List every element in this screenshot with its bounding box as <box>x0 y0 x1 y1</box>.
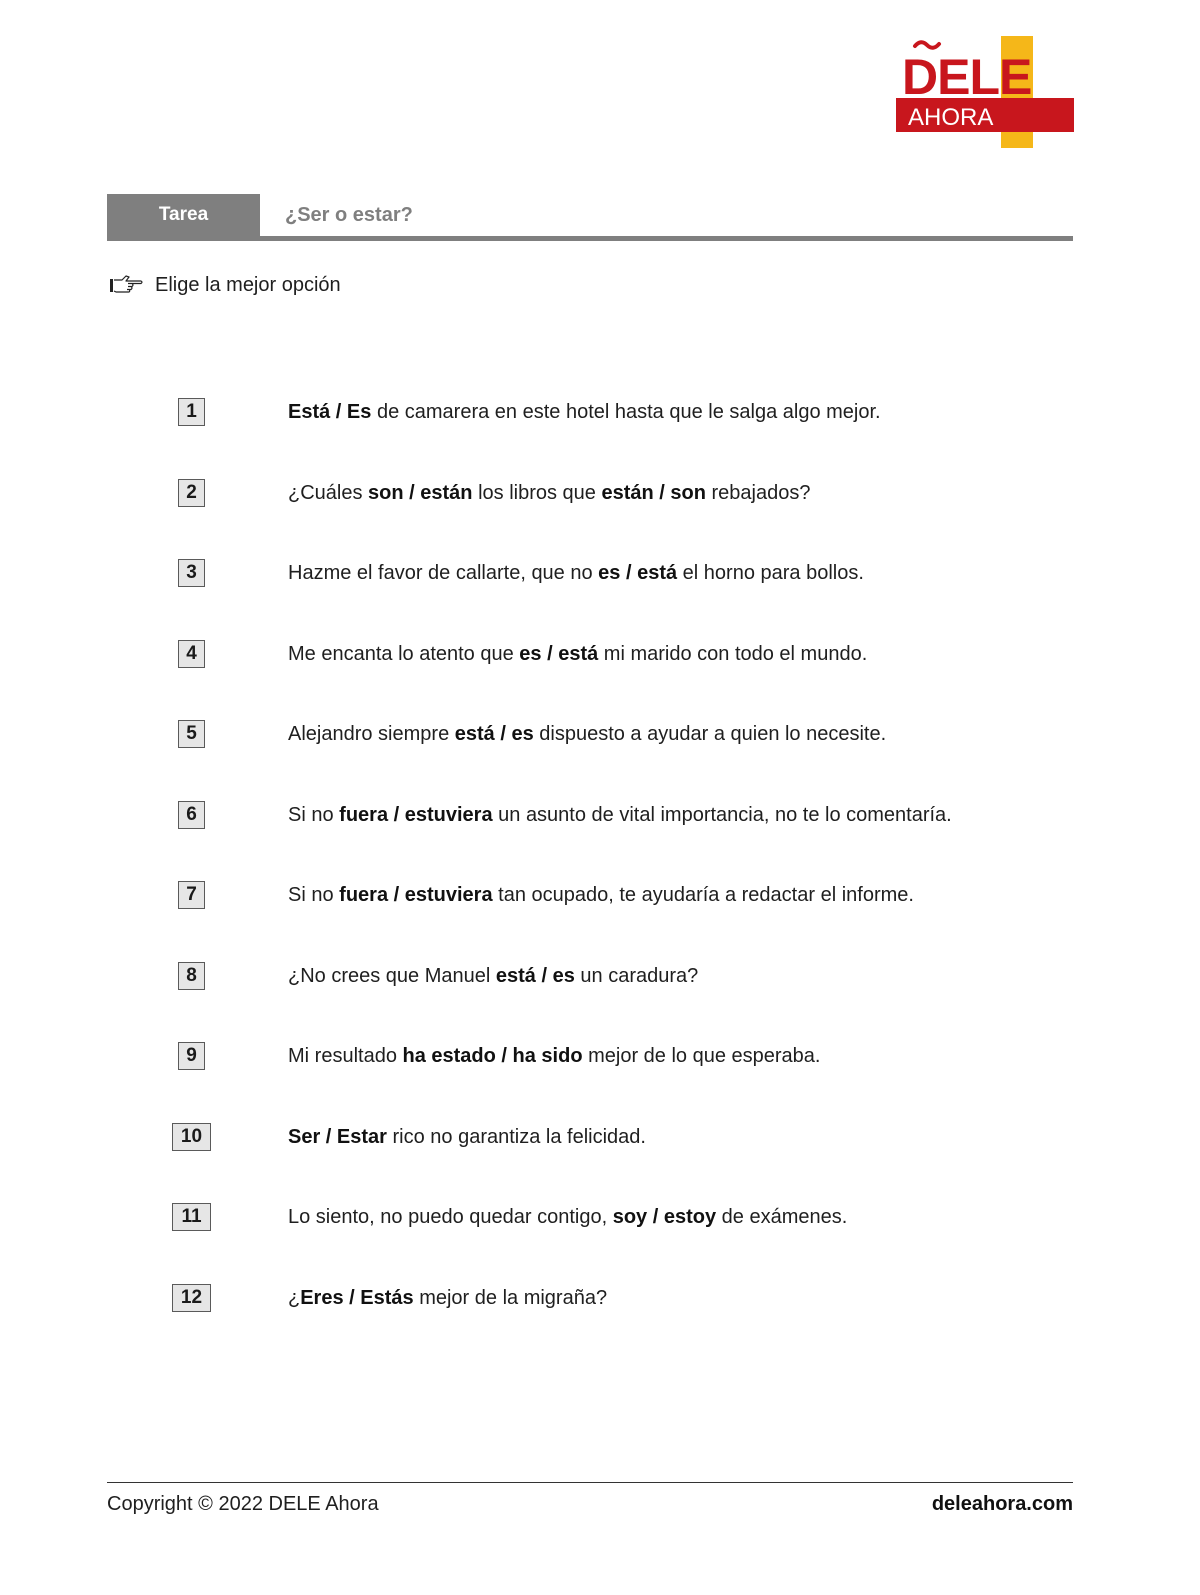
exercise-number: 11 <box>172 1203 211 1231</box>
answer-options: Está / Es <box>288 401 372 423</box>
sentence-text: un asunto de vital importancia, no te lo comentaría. <box>492 804 952 826</box>
exercise-sentence <box>288 801 952 829</box>
sentence-text: mi marido con todo el mundo. <box>598 643 868 665</box>
sentence-text: Mi resultado <box>288 1045 403 1067</box>
footer-copyright: Copyright © 2022 DELE Ahora <box>107 1493 379 1515</box>
answer-options: es / está <box>519 643 599 665</box>
exercise-item <box>0 1042 1200 1072</box>
exercise-sentence <box>288 1042 820 1070</box>
exercise-number: 10 <box>172 1123 211 1151</box>
answer-options: está / es <box>495 965 575 987</box>
exercise-number: 4 <box>178 640 205 668</box>
sentence-text: tan ocupado, te ayudaría a redactar el informe. <box>492 884 914 906</box>
answer-options: son / están <box>368 482 473 504</box>
answer-options: es / está <box>598 562 678 584</box>
exercise-sentence <box>288 398 881 426</box>
sentence-text: Alejandro siempre <box>288 723 455 745</box>
answer-options: fuera / estuviera <box>339 884 493 906</box>
exercise-item <box>0 559 1200 589</box>
exercise-number: 6 <box>178 801 205 829</box>
footer-site-link[interactable]: deleahora.com <box>931 1493 1073 1515</box>
sentence-text: ¿No crees que Manuel <box>288 965 496 987</box>
sentence-text: mejor de la migraña? <box>413 1287 608 1309</box>
sentence-text: mejor de lo que esperaba. <box>582 1045 821 1067</box>
sentence-text: ¿Cuáles <box>288 482 369 504</box>
exercise-number: 3 <box>178 559 205 587</box>
dele-ahora-logo <box>896 36 1074 148</box>
exercise-sentence <box>288 720 886 748</box>
exercise-sentence <box>288 962 698 990</box>
exercise-number: 7 <box>178 881 205 909</box>
task-header <box>107 194 1073 242</box>
sentence-text: un caradura? <box>574 965 699 987</box>
exercise-item <box>0 720 1200 750</box>
answer-options: ha estado / ha sido <box>402 1045 583 1067</box>
answer-options: Ser / Estar <box>288 1126 387 1148</box>
answer-options: fuera / estuviera <box>339 804 493 826</box>
logo-dele-text: DELE <box>902 49 1032 105</box>
answer-options: está / es <box>454 723 534 745</box>
exercise-item <box>0 398 1200 428</box>
sentence-text: rebajados? <box>705 482 811 504</box>
sentence-text: Lo siento, no puedo quedar contigo, <box>288 1206 613 1228</box>
logo-ahora-text: AHORA <box>908 104 994 131</box>
exercise-item <box>0 1203 1200 1233</box>
sentence-text: Me encanta lo atento que <box>288 643 520 665</box>
exercise-item <box>0 640 1200 670</box>
exercise-item <box>0 479 1200 509</box>
sentence-text: de camarera en este hotel hasta que le salga algo mejor. <box>371 401 881 423</box>
exercise-sentence <box>288 881 914 909</box>
sentence-text: ¿ <box>288 1287 301 1309</box>
header-divider <box>107 236 1073 241</box>
instruction <box>108 270 341 300</box>
pointing-hand-icon <box>108 274 144 296</box>
exercise-number: 5 <box>178 720 205 748</box>
answer-options: están / son <box>601 482 706 504</box>
exercise-number: 1 <box>178 398 205 426</box>
sentence-text: Si no <box>288 884 340 906</box>
sentence-text: dispuesto a ayudar a quien lo necesite. <box>533 723 887 745</box>
exercise-number: 8 <box>178 962 205 990</box>
exercise-sentence <box>288 1123 646 1151</box>
exercise-item <box>0 1123 1200 1153</box>
sentence-text: de exámenes. <box>716 1206 848 1228</box>
dele-ahora-logo-graphic <box>896 36 1074 148</box>
sentence-text: los libros que <box>472 482 602 504</box>
exercise-sentence <box>288 640 867 668</box>
sentence-text: Hazme el favor de callarte, que no <box>288 562 599 584</box>
exercise-number: 9 <box>178 1042 205 1070</box>
footer-divider <box>107 1482 1073 1483</box>
sentence-text: rico no garantiza la felicidad. <box>386 1126 646 1148</box>
instruction-text: Elige la mejor opción <box>155 273 341 296</box>
exercise-number: 2 <box>178 479 205 507</box>
exercise-item <box>0 1284 1200 1314</box>
answer-options: Eres / Estás <box>300 1287 414 1309</box>
answer-options: soy / estoy <box>612 1206 717 1228</box>
exercise-sentence <box>288 1284 607 1312</box>
exercise-item <box>0 881 1200 911</box>
sentence-text: el horno para bollos. <box>677 562 864 584</box>
exercise-item <box>0 962 1200 992</box>
sentence-text: Si no <box>288 804 340 826</box>
task-tab: Tarea <box>107 194 260 238</box>
exercise-number: 12 <box>172 1284 211 1312</box>
task-title: ¿Ser o estar? <box>285 204 413 226</box>
exercise-item <box>0 801 1200 831</box>
exercise-sentence <box>288 1203 847 1231</box>
exercise-sentence <box>288 479 811 507</box>
exercise-sentence <box>288 559 864 587</box>
